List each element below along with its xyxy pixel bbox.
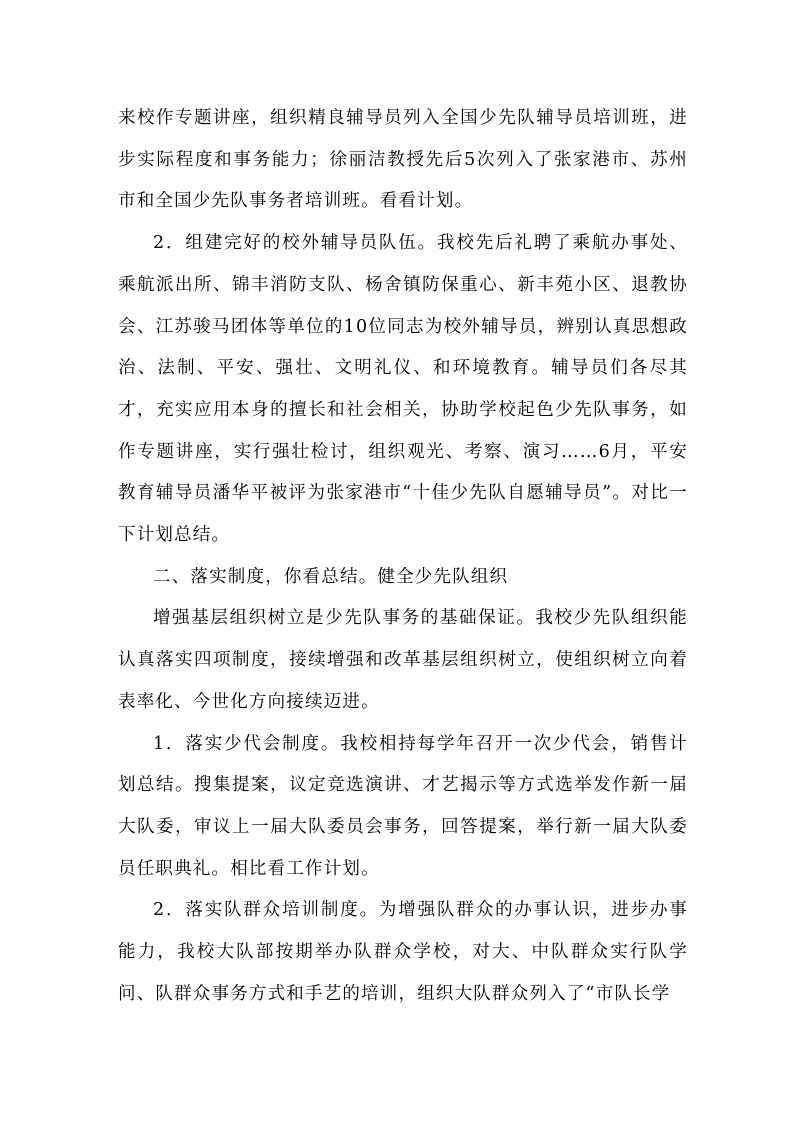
paragraph-training-system: 2．落实队群众培训制度。为增强队群众的办事认识，进步办事能力，我校大队部按期举办队群众学校，对大、中队群众实行队学问、队群众事务方式和手艺的培训，组织大队群众列入了“市队长学: [118, 900, 688, 1004]
paragraph-congress-system: 1．落实少代会制度。我校相持每学年召开一次少代会，销售计划总结。搜集提案，议定竞选演讲、才艺揭示等方式选举发作新一届大队委，审议上一届大队委员会事务，回答提案，举行新一届大队委员任职典礼。相比看工作计划。: [118, 733, 688, 879]
section-heading: 二、落实制度，你看总结。健全少先队组织: [153, 566, 509, 587]
paragraph-external-counselors: 2．组建完好的校外辅导员队伍。我校先后礼聘了乘航办事处、乘航派出所、锦丰消防支队、杨舍镇防保重心、新丰苑小区、退教协会、江苏骏马团体等单位的10位同志为校外辅导员，辨别认真思想政治、法制、平安、强壮、文明礼仪、和环境教育。辅导员们各尽其才，充实应用本身的擅长和社会相关，协助学校起色少先队事务，如作专题讲座，实行强壮检讨，组织观光、考察、演习……6月，平安教育辅导员潘华平被评为张家港市“十佳少先队自愿辅导员”。对比一下计划总结。: [118, 233, 688, 546]
paragraph-continuation: 来校作专题讲座，组织精良辅导员列入全国少先队辅导员培训班，进步实际程度和事务能力；徐丽洁教授先后5次列入了张家港市、苏州市和全国少先队事务者培训班。看看计划。: [118, 108, 688, 212]
body-text: [118, 98, 688, 1015]
paragraph-organization: 增强基层组织树立是少先队事务的基础保证。我校少先队组织能认真落实四项制度，接续增强和改革基层组织树立，使组织树立向着表率化、今世化方向接续迈进。: [118, 608, 688, 712]
